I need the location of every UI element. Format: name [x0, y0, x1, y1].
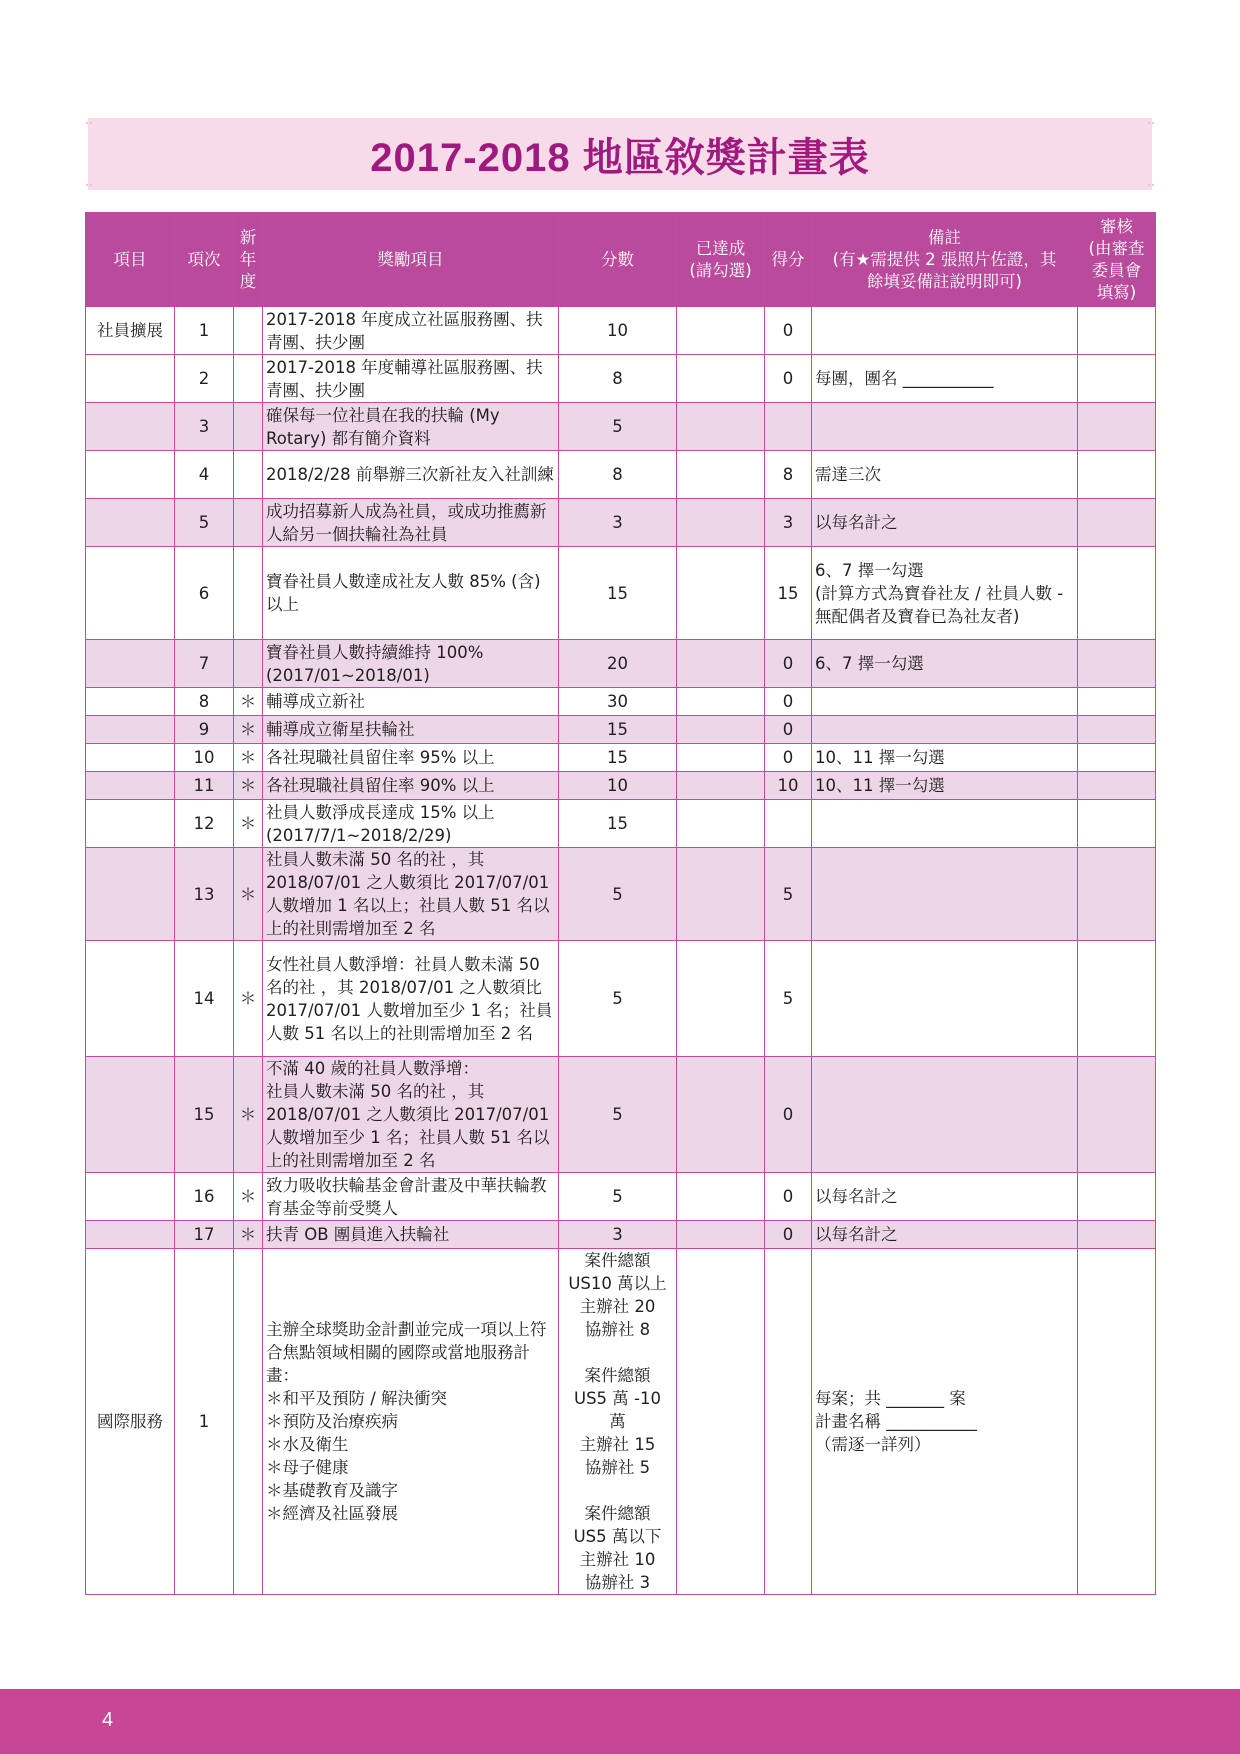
header-review: 審核 (由審查 委員會 填寫)	[1078, 213, 1156, 307]
row-item-no: 15	[175, 1057, 234, 1173]
row-reward-item: 2017-2018 年度成立社區服務團、扶青團、扶少團	[263, 307, 559, 355]
row-reward-item: 扶青 OB 團員進入扶輪社	[263, 1221, 559, 1249]
row-category	[86, 716, 175, 744]
row-reward-item: 寶眷社員人數達成社友人數 85% (含) 以上	[263, 547, 559, 640]
row-score: 0	[765, 1221, 812, 1249]
row-reward-item: 社員人數未滿 50 名的社 ，其 2018/07/01 之人數須比 2017/07/01 人數增加 1 名以上；社員人數 51 名以上的社則需增加至 2 名	[263, 848, 559, 941]
row-item-no: 2	[175, 355, 234, 403]
row-remark	[812, 800, 1078, 848]
table-row	[86, 716, 1156, 744]
row-score: 0	[765, 744, 812, 772]
row-category	[86, 547, 175, 640]
row-points: 8	[559, 355, 677, 403]
row-achieved-checkbox[interactable]	[677, 1221, 765, 1249]
page-number: 4	[102, 1709, 114, 1731]
row-points: 15	[559, 716, 677, 744]
table-row	[86, 1221, 1156, 1249]
row-achieved-checkbox[interactable]	[677, 1057, 765, 1173]
row-category	[86, 1221, 175, 1249]
row-reward-item: 不滿 40 歲的社員人數淨增： 社員人數未滿 50 名的社 ，其 2018/07/01 之人數須比 2017/07/01 人數增加至少 1 名；社員人數 51 名以上的社則需增加至 2 名	[263, 1057, 559, 1173]
table-header-row	[86, 213, 1156, 307]
row-new-year-mark: ＊	[234, 848, 263, 941]
row-category	[86, 403, 175, 451]
row-review-cell[interactable]	[1078, 547, 1156, 640]
table-row	[86, 547, 1156, 640]
reward-plan-table	[85, 212, 1156, 1595]
row-score: 0	[765, 640, 812, 688]
page-title: 2017-2018 地區敘獎計畫表	[370, 135, 870, 180]
row-score: 0	[765, 1057, 812, 1173]
row-points: 10	[559, 772, 677, 800]
row-points: 30	[559, 688, 677, 716]
row-score	[765, 403, 812, 451]
row-points: 15	[559, 547, 677, 640]
row-item-no: 13	[175, 848, 234, 941]
table-row	[86, 451, 1156, 499]
row-review-cell[interactable]	[1078, 499, 1156, 547]
table-row	[86, 848, 1156, 941]
row-points: 案件總額 US10 萬以上 主辦社 20 協辦社 8 案件總額 US5 萬 -10 萬 主辦社 15 協辦社 5 案件總額 US5 萬以下 主辦社 10 協辦社 3	[559, 1249, 677, 1595]
row-category	[86, 800, 175, 848]
table-row	[86, 355, 1156, 403]
row-reward-item: 2017-2018 年度輔導社區服務團、扶青團、扶少團	[263, 355, 559, 403]
row-reward-item: 各社現職社員留住率 90% 以上	[263, 772, 559, 800]
row-remark	[812, 307, 1078, 355]
header-points: 分數	[559, 213, 677, 307]
row-review-cell[interactable]	[1078, 355, 1156, 403]
row-points: 15	[559, 744, 677, 772]
row-achieved-checkbox[interactable]	[677, 744, 765, 772]
row-reward-item: 社員人數淨成長達成 15% 以上 (2017/7/1~2018/2/29)	[263, 800, 559, 848]
row-item-no: 1	[175, 1249, 234, 1595]
row-category	[86, 355, 175, 403]
row-new-year-mark	[234, 355, 263, 403]
header-category: 項目	[86, 213, 175, 307]
row-new-year-mark: ＊	[234, 800, 263, 848]
row-remark: 以每名計之	[812, 1221, 1078, 1249]
row-new-year-mark: ＊	[234, 1173, 263, 1221]
row-new-year-mark	[234, 499, 263, 547]
row-reward-item: 輔導成立新社	[263, 688, 559, 716]
row-item-no: 5	[175, 499, 234, 547]
row-points: 5	[559, 1057, 677, 1173]
row-category	[86, 744, 175, 772]
row-reward-item: 輔導成立衛星扶輪社	[263, 716, 559, 744]
row-new-year-mark	[234, 451, 263, 499]
row-review-cell[interactable]	[1078, 1249, 1156, 1595]
row-new-year-mark: ＊	[234, 1221, 263, 1249]
row-review-cell[interactable]	[1078, 772, 1156, 800]
row-achieved-checkbox[interactable]	[677, 640, 765, 688]
row-score: 5	[765, 848, 812, 941]
row-reward-item: 寶眷社員人數持續維持 100% (2017/01~2018/01)	[263, 640, 559, 688]
row-item-no: 8	[175, 688, 234, 716]
row-achieved-checkbox[interactable]	[677, 403, 765, 451]
table-row	[86, 744, 1156, 772]
row-category	[86, 688, 175, 716]
row-reward-item: 主辦全球獎助金計劃並完成一項以上符合焦點領域相關的國際或當地服務計畫： ＊和平及預防 / 解決衝突 ＊預防及治療疾病 ＊水及衛生 ＊母子健康 ＊基礎教育及識字 ＊經濟及社區發展	[263, 1249, 559, 1595]
table-row	[86, 1173, 1156, 1221]
table-row	[86, 307, 1156, 355]
row-item-no: 16	[175, 1173, 234, 1221]
row-category	[86, 848, 175, 941]
row-remark	[812, 848, 1078, 941]
row-points: 8	[559, 451, 677, 499]
row-remark	[812, 688, 1078, 716]
row-reward-item: 各社現職社員留住率 95% 以上	[263, 744, 559, 772]
row-new-year-mark: ＊	[234, 772, 263, 800]
row-remark: 以每名計之	[812, 499, 1078, 547]
row-category	[86, 772, 175, 800]
row-item-no: 3	[175, 403, 234, 451]
row-points: 3	[559, 499, 677, 547]
row-score	[765, 800, 812, 848]
row-review-cell[interactable]	[1078, 1057, 1156, 1173]
row-review-cell[interactable]	[1078, 640, 1156, 688]
row-points: 3	[559, 1221, 677, 1249]
row-remark	[812, 403, 1078, 451]
row-remark: 6、7 擇一勾選	[812, 640, 1078, 688]
row-review-cell[interactable]	[1078, 848, 1156, 941]
row-points: 5	[559, 1173, 677, 1221]
row-category	[86, 1057, 175, 1173]
row-review-cell[interactable]	[1078, 800, 1156, 848]
page-footer	[0, 1689, 1240, 1754]
row-remark: 以每名計之	[812, 1173, 1078, 1221]
row-score: 3	[765, 499, 812, 547]
row-reward-item: 成功招募新人成為社員，或成功推薦新人給另一個扶輪社為社員	[263, 499, 559, 547]
row-score: 0	[765, 307, 812, 355]
row-achieved-checkbox[interactable]	[677, 547, 765, 640]
row-reward-item: 2018/2/28 前舉辦三次新社友入社訓練	[263, 451, 559, 499]
row-review-cell[interactable]	[1078, 941, 1156, 1057]
row-category	[86, 941, 175, 1057]
row-category	[86, 499, 175, 547]
row-achieved-checkbox[interactable]	[677, 848, 765, 941]
row-remark	[812, 1057, 1078, 1173]
row-points: 15	[559, 800, 677, 848]
row-achieved-checkbox[interactable]	[677, 1249, 765, 1595]
row-remark	[812, 716, 1078, 744]
row-points: 5	[559, 403, 677, 451]
row-score: 15	[765, 547, 812, 640]
row-category	[86, 640, 175, 688]
row-achieved-checkbox[interactable]	[677, 941, 765, 1057]
row-review-cell[interactable]	[1078, 1221, 1156, 1249]
header-reward-item: 獎勵項目	[263, 213, 559, 307]
row-item-no: 6	[175, 547, 234, 640]
row-item-no: 7	[175, 640, 234, 688]
row-score: 8	[765, 451, 812, 499]
row-points: 20	[559, 640, 677, 688]
header-score: 得分	[765, 213, 812, 307]
row-new-year-mark	[234, 640, 263, 688]
row-achieved-checkbox[interactable]	[677, 716, 765, 744]
row-remark: 10、11 擇一勾選	[812, 744, 1078, 772]
row-review-cell[interactable]	[1078, 744, 1156, 772]
row-new-year-mark	[234, 547, 263, 640]
row-remark: 10、11 擇一勾選	[812, 772, 1078, 800]
table-row	[86, 640, 1156, 688]
row-score: 5	[765, 941, 812, 1057]
row-reward-item: 女性社員人數淨增：社員人數未滿 50 名的社 ，其 2018/07/01 之人數須比 2017/07/01 人數增加至少 1 名；社員人數 51 名以上的社則需增加至 2 名	[263, 941, 559, 1057]
row-new-year-mark: ＊	[234, 744, 263, 772]
row-score: 10	[765, 772, 812, 800]
row-review-cell[interactable]	[1078, 403, 1156, 451]
row-remark: 每案；共 _______ 案 計畫名稱 ___________ （需逐一詳列）	[812, 1249, 1078, 1595]
table-row	[86, 1249, 1156, 1595]
row-new-year-mark: ＊	[234, 1057, 263, 1173]
row-item-no: 12	[175, 800, 234, 848]
row-achieved-checkbox[interactable]	[677, 800, 765, 848]
row-category	[86, 1173, 175, 1221]
row-achieved-checkbox[interactable]	[677, 355, 765, 403]
table-row	[86, 688, 1156, 716]
table-row	[86, 1057, 1156, 1173]
row-score: 0	[765, 688, 812, 716]
row-remark: 6、7 擇一勾選 (計算方式為寶眷社友 / 社員人數 - 無配偶者及寶眷已為社友者)	[812, 547, 1078, 640]
row-review-cell[interactable]	[1078, 1173, 1156, 1221]
table-row	[86, 772, 1156, 800]
row-achieved-checkbox[interactable]	[677, 451, 765, 499]
row-achieved-checkbox[interactable]	[677, 772, 765, 800]
row-achieved-checkbox[interactable]	[677, 307, 765, 355]
row-category	[86, 451, 175, 499]
row-points: 10	[559, 307, 677, 355]
row-item-no: 17	[175, 1221, 234, 1249]
header-remarks: 備註 (有★需提供 2 張照片佐證，其 餘填妥備註說明即可)	[812, 213, 1078, 307]
table-row	[86, 941, 1156, 1057]
row-new-year-mark: ＊	[234, 941, 263, 1057]
header-item-no: 項次	[175, 213, 234, 307]
row-achieved-checkbox[interactable]	[677, 688, 765, 716]
row-item-no: 1	[175, 307, 234, 355]
row-achieved-checkbox[interactable]	[677, 1173, 765, 1221]
header-achieved: 已達成 (請勾選)	[677, 213, 765, 307]
table-row	[86, 499, 1156, 547]
row-reward-item: 確保每一位社員在我的扶輪 (My Rotary) 都有簡介資料	[263, 403, 559, 451]
row-score: 0	[765, 1173, 812, 1221]
row-new-year-mark	[234, 1249, 263, 1595]
row-points: 5	[559, 848, 677, 941]
row-category: 社員擴展	[86, 307, 175, 355]
row-category: 國際服務	[86, 1249, 175, 1595]
row-achieved-checkbox[interactable]	[677, 499, 765, 547]
row-reward-item: 致力吸收扶輪基金會計畫及中華扶輪教育基金等前受獎人	[263, 1173, 559, 1221]
row-remark	[812, 941, 1078, 1057]
row-remark: 需達三次	[812, 451, 1078, 499]
row-remark: 每團，團名 ___________	[812, 355, 1078, 403]
row-new-year-mark	[234, 307, 263, 355]
table-row	[86, 403, 1156, 451]
row-new-year-mark: ＊	[234, 716, 263, 744]
row-item-no: 11	[175, 772, 234, 800]
row-review-cell[interactable]	[1078, 688, 1156, 716]
row-score: 0	[765, 355, 812, 403]
row-review-cell[interactable]	[1078, 307, 1156, 355]
header-new-year: 新 年 度	[234, 213, 263, 307]
row-item-no: 9	[175, 716, 234, 744]
row-review-cell[interactable]	[1078, 451, 1156, 499]
table-row	[86, 800, 1156, 848]
row-score	[765, 1249, 812, 1595]
row-review-cell[interactable]	[1078, 716, 1156, 744]
row-points: 5	[559, 941, 677, 1057]
row-new-year-mark	[234, 403, 263, 451]
row-score: 0	[765, 716, 812, 744]
title-banner	[88, 118, 1152, 190]
row-new-year-mark: ＊	[234, 688, 263, 716]
row-item-no: 10	[175, 744, 234, 772]
row-item-no: 14	[175, 941, 234, 1057]
row-item-no: 4	[175, 451, 234, 499]
